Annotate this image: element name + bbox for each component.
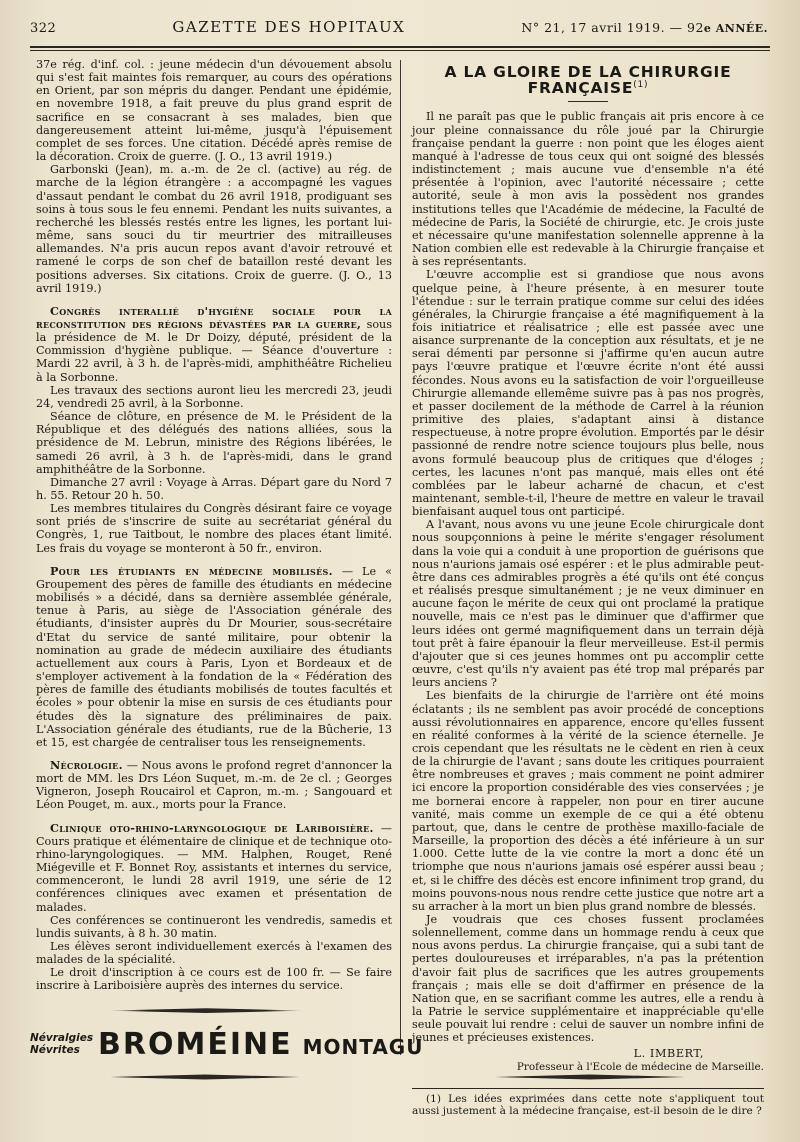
page-number: 322 <box>30 21 57 36</box>
column-divider <box>400 60 401 1055</box>
clinique-paragraph-2: Ces conférences se continueront les vendredis, samedis et lundis suivants, à 8 h. 30 matin. <box>36 913 392 940</box>
etudiants-body: — Le « Groupement des pères de famille des étudiants en médecine mobilisés » a décidé, dans sa dernière assemblée générale, tenue à Paris, au siège de l'Association générale des étudiants, d'insister auprès du Dr Mourier, sous-secrétaire d'Etat du service de santé militaire, pour obtenir la nomination au grade de médecin auxiliaire des étudiants actuellement aux cours à Paris, Lyon et Bordeaux et de s'employer activement à la fondation de la « Fédération des pères de famille des étudiants mobilisés de toutes facultés et écoles » pour obtenir la mise en sursis de ces étudiants pour études dès la signature des préliminaires de paix. L'Association générale des étudiants, rue de la Bûcherie, 13 et 15, est chargée de centraliser tous les renseignements. <box>36 564 392 749</box>
congres-paragraph-5: Les membres titulaires du Congrès désirant faire ce voyage sont priés de s'inscrire de suite au secrétariat général du Congrès, 1, rue Taitbout, le nombre des places étant limité. Les frais du voyage se monteront à 50 fr., environ. <box>36 502 392 555</box>
article-footnote: (1) Les idées exprimées dans cette note s'appliquent tout aussi justement à la médecine française, est-il besoin de le dire ? <box>412 1092 764 1118</box>
clinique-paragraph-4: Le droit d'inscription à ce cours est de 100 fr. — Se faire inscrire à Lariboisière auprès des internes du service. <box>36 966 392 993</box>
article-title <box>412 63 764 98</box>
clinique-body: — Cours pratique et élémentaire de clinique et de technique oto-rhino-laryngologiques. — MM. Halphen, Rouget, René Miégeville et F. Bonnet Roy, assistants et internes du service, commenceront, le lundi 28 avril 1919, une série de 12 conférences cliniques avec examen et présentation de malades. <box>36 821 392 914</box>
left-column <box>36 58 392 1015</box>
congres-paragraph-3: Séance de clôture, en présence de M. le Président de la République et des délégués des nations alliées, sous la présidence de M. Lebrun, ministre des Régions libérées, le samedi 26 avril, à 3 h. de l'après-midi, dans le grand amphithéâtre de la Sorbonne. <box>36 410 392 476</box>
ad-maker: MONTAGU <box>302 1035 424 1059</box>
article-title-note: (1) <box>633 80 649 91</box>
citation-paragraph-1: 37e rég. d'inf. col. : jeune médecin d'un dévouement absolu qui s'est fait maintes fois remarquer, au cours des opérations en Orient, par son mépris du danger. Pendant une épidémie, en novembre 1918, a fait preuve du plus grand esprit de sacrifice en se consacrant à ses malades, bien que dangereusement atteint lui-même, jusqu'à l'épuisement complet de ses forces. Une citation. Décédé après remise de la décoration. Croix de guerre. (J. O., 13 avril 1919.) <box>36 58 392 164</box>
article-paragraph-2: L'œuvre accomplie est si grandiose que nous avons quelque peine, à l'heure présente, à en mesurer toute l'étendue : sur le terrain pratique comme sur celui des idées générales, la Chirurgie française a été magnifiquement à la fois initiatrice et réalisatrice ; elle est passée avec une aisance surprenante de la conception aux résultats, et je ne serai démenti par personne si j'affirme qu'en aucun autre pays l'œuvre pratique et l'œuvre écrite n'ont été aussi fécondes. Nous avons eu la satisfaction de voir l'orgueilleuse Chirurgie allemande ellemême suivre pas à pas nos progrès, et passer docilement de la méthode de Carrel à la réunion primitive des plaies, s'adaptant ainsi à distance respectueuse, à notre propre évolution. Emportés par le désir passionné de rendre notre science toujours plus belle, nous avons formulé beaucoup plus de critiques que d'éloges ; certes, les lacunes n'ont pas manqué, mais elles ont été comblées par le labeur acharné de chacun, et c'est maintenant, semble-t-il, l'heure de mettre en valeur le travail bienfaisant auquel tous ont participé. <box>412 268 764 519</box>
etudiants-paragraph <box>36 565 392 749</box>
header-rule <box>30 46 770 48</box>
issue-info <box>521 20 768 35</box>
issue-year-suffix: e ANNÉE. <box>703 22 768 35</box>
right-column <box>412 58 764 1118</box>
issue-date: N° 21, 17 avril 1919. — 92 <box>521 20 704 35</box>
title-rule <box>568 101 608 102</box>
congres-paragraph-4: Dimanche 27 avril : Voyage à Arras. Départ gare du Nord 7 h. 55. Retour 20 h. 50. <box>36 475 392 502</box>
congres-body: sous la présidence de M. le Dr Doizy, député, président de la Commission d'hygiène publique. — Séance d'ouverture : Mardi 22 avril, à 3 h. de l'après-midi, amphithéâtre Richelieu à la Sorbonne. <box>36 317 393 384</box>
necrologie-paragraph <box>36 759 392 812</box>
article-paragraph-5: Je voudrais que ces choses fussent proclamées solennellement, comme dans un hommage rendu à ceux que nous avons perdus. La chirurgie française, qui a subi tant de pertes douloureuses et irréparables, n'a pas la prétention d'avoir fait plus de sacrifices que les autres groupements français ; mais elle se doit d'affirmer en présence de la Nation que, en se sacrifiant comme les autres, elle a rendu à la Patrie le service supplémentaire et inappréciable qu'elle seule pouvait lui rendre : celui de sauver un nombre infini de jeunes et précieuses existences. <box>412 913 764 1045</box>
signature-name: L. IMBERT, <box>633 1046 704 1060</box>
article-signature <box>412 1047 764 1074</box>
footnote-rule <box>412 1088 764 1089</box>
clinique-heading: Clinique oto-rhino-laryngologique de Lariboisière. <box>50 820 374 835</box>
clinique-paragraph-3: Les élèves seront individuellement exercés à l'examen des malades de la spécialité. <box>36 940 392 967</box>
etudiants-heading: Pour les étudiants en médecine mobilisés. <box>50 563 333 578</box>
ad-indication-2: Névrites <box>30 1044 80 1056</box>
article-paragraph-1: Il ne paraît pas que le public français ait pris encore à ce jour pleine connaissance du rôle joué par la Chirurgie française pendant la guerre : non point que les éloges aient manqué à l'adresse de tous ceux qui ont soigné des blessés indistinctement ; mais aucune vue d'ensemble n'a été présentée à l'opinion, avec l'autorité nécessaire ; cette autorité, seule à mon avis la possèdent nos grandes institutions telles que l'Académie de médecine, la Faculté de médecine de Paris, la Société de chirurgie, etc. Je crois juste et nécessaire qu'une manifestation solennelle apprenne à la Nation combien elle est redevable à la Chirurgie française et à ses représentants. <box>412 110 764 269</box>
ad-indications <box>30 1032 92 1056</box>
citation-paragraph-2: Garbonski (Jean), m. a.-m. de 2e cl. (active) au rég. de marche de la légion étrangère : a accompagné les vagues d'assaut pendant le combat du 26 avril 1918, prodiguant ses soins à tous sous le feu ennemi. Pendant les nuits suivantes, a recherché les blessés restés entre les lignes, les portant lui-même, sans souci du tir meurtrier des mitrailleuses allemandes. N'a pris aucun repos avant d'avoir retrouvé et ramené le corps de son chef de bataillon resté devant les positions adverses. Six citations. Croix de guerre. (J. O., 13 avril 1919.) <box>36 163 392 295</box>
article-title-text: A LA GLOIRE DE LA CHIRURGIE FRANÇAISE <box>444 63 732 98</box>
necrologie-heading: Nécrologie. <box>50 757 123 772</box>
page-header <box>30 18 768 46</box>
clinique-paragraph <box>36 822 392 914</box>
article-paragraph-4: Les bienfaits de la chirurgie de l'arrière ont été moins éclatants ; ils ne semblent pas avoir procédé de conceptions aussi révolutionnaires en apparence, encore qu'elles fussent en réalité conformes à la vérité de la science éternelle. Je crois cependant que les résultats ne le cèdent en rien à ceux de la chirurgie de l'avant ; sans doute les critiques pourraient être nombreuses et graves ; mais comment ne point admirer ici encore la proportion considérable des vies conservées ; je me bornerai encore à rappeler, non pour en tirer aucune vanité, mais comme un exemple de ce qui a été obtenu partout, que, dans le centre de prothèse maxillo-faciale de Marseille, la proportion des décès a été inférieure à un sur 1.000. Cette lutte de la vie contre la mort a donc été un triomphe que nous n'aurions jamais osé espérer aussi beau ; et, si le chiffre des décès est encore infiniment trop grand, du moins pouvons-nous nous rendre cette justice que notre art a su arracher à la mort un bien plus grand nombre de blessés. <box>412 689 764 913</box>
journal-title: GAZETTE DES HOPITAUX <box>172 18 406 36</box>
header-rule-thin <box>30 50 770 51</box>
congres-paragraph <box>36 305 392 384</box>
bottom-ornament-left <box>110 1074 300 1080</box>
necrologie-body: — Nous avons le profond regret d'annoncer la mort de MM. les Drs Léon Suquet, m.-m. de 2e cl. ; Georges Vigneron, Joseph Roucairol et Capron, m.-m. ; Sangouard et Léon Pouget, m. aux., morts pour la France. <box>36 758 392 812</box>
ad-brand: BROMÉINE <box>98 1026 293 1062</box>
ad-indication-1: Névralgies <box>30 1032 94 1044</box>
bottom-ornament-right <box>495 1074 685 1080</box>
article-paragraph-3: A l'avant, nous avons vu une jeune Ecole chirurgicale dont nous soupçonnions à peine le mérite s'engager résolument dans la voie qui a conduit à une proportion de guérisons que nous n'aurions jamais osé espérer : et le plus admirable peut-être dans ces admirables progrès a été qu'ils ont été conçus et réalisés presque simultanément ; je ne veux diminuer en aucune façon le mérite de ceux qui ont proclamé la pratique nouvelle, mais ce n'est pas le diminuer que d'affirmer que leurs idées ont germé magnifiquement dans un terrain déjà tout prêt à faire épanouir la fleur merveilleuse. Est-il permis d'ajouter que si ces jeunes hommes ont pu accomplir cette œuvre, c'est qu'ils n'y avaient pas été trop mal préparés par leurs anciens ? <box>412 518 764 690</box>
section-ornament <box>106 1007 306 1015</box>
congres-heading: Congrès interallié d'hygiène sociale pour la reconstitution des régions dévastées par la guerre, <box>36 303 392 331</box>
bromeine-advertisement <box>30 1022 424 1066</box>
congres-paragraph-2: Les travaux des sections auront lieu les mercredi 23, jeudi 24, vendredi 25 avril, à la Sorbonne. <box>36 383 392 410</box>
signature-role: Professeur à l'Ecole de médecine de Marseille. <box>516 1060 764 1073</box>
